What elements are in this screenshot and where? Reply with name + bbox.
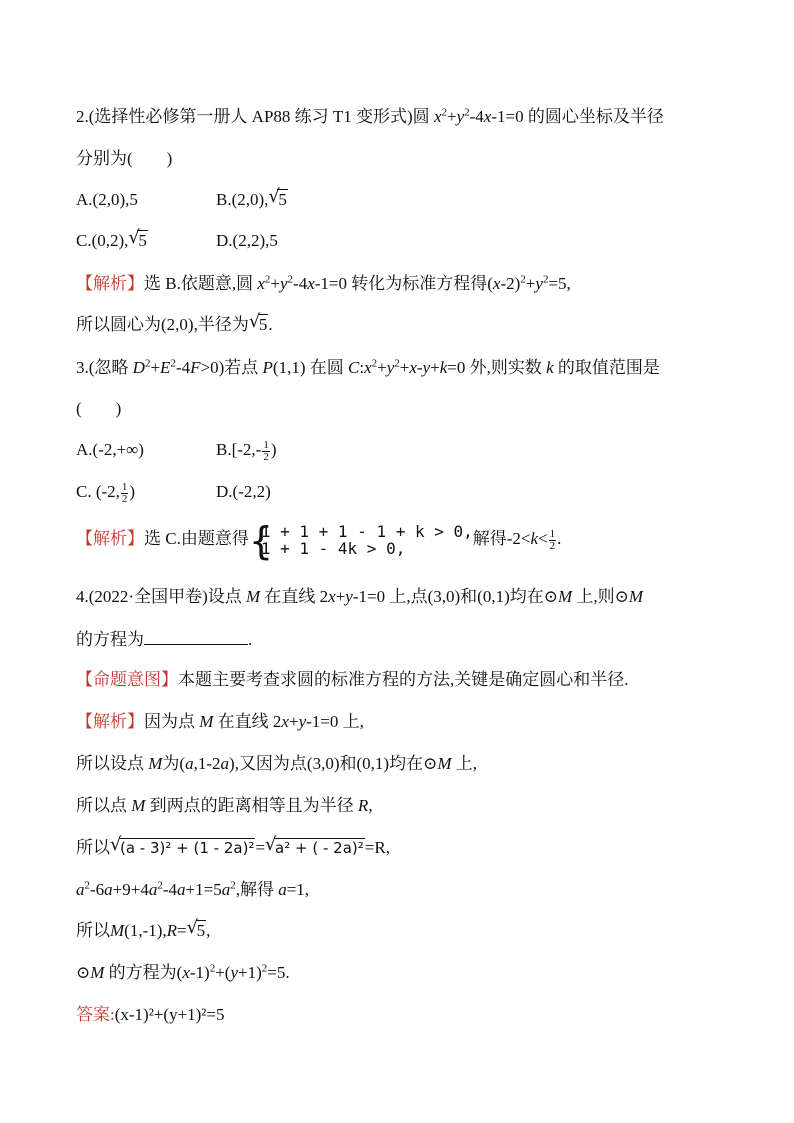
answer-label: 答案: <box>76 1005 115 1024</box>
q4-analysis-line4: 所以√ (a - 3)² + (1 - 2a)²=√ a² + ( - 2a)²=R, <box>76 837 390 859</box>
q4-analysis-line6: 所以M(1,-1),R=√ 5, <box>76 920 210 942</box>
q4-analysis-line7: ⊙M 的方程为$(x-1)^2+(y+1)^2=5$. <box>76 962 290 982</box>
q2-stem-text: 2.(选择性必修第一册人 AP88 练习 T1 变形式)圆 <box>76 107 434 126</box>
q4-intent: 【命题意图】本题主要考查求圆的标准方程的方法,关键是确定圆心和半径. <box>76 670 629 689</box>
q4-stem-line2: 的方程为 . <box>76 630 253 649</box>
q4-answer <box>76 1004 225 1026</box>
q4-analysis-line3: 所以点 M 到两点的距离相等且为半径 R, <box>76 796 373 815</box>
q4-analysis-line2: 所以设点 M为(a,1-2a),又因为点(3,0)和(0,1)均在⊙M 上, <box>76 754 477 773</box>
q2-stem: 2.(选择性必修第一册人 AP88 练习 T1 变形式)圆 $x^2+y^2-4x-1=0$ 的圆心坐标及半径 <box>76 106 664 126</box>
q3-option-c: C. (-2, $\frac{1}{2}$ ) <box>76 480 136 505</box>
q4-analysis-line5: $a^2-6a+9+4a^2-4a+1=5a^2$,解得 a=1, <box>76 879 310 899</box>
q3-analysis-tag: 【解析】 <box>76 528 144 548</box>
q3-option-b: B.[-2,- $\frac{1}{2}$ ) <box>216 438 277 463</box>
answer-blank <box>144 628 248 645</box>
q3-stem: 3.(忽略 $D^2+E^2-4F>0$)若点 P(1,1) 在圆 $C:x^2+y^2+x-y+k=0$ 外,则实数 k 的取值范围是 <box>76 357 660 377</box>
q3-analysis: 【解析】选 C.由题意得 { 1 + 1 + 1 - 1 + k > 0, 1 + 1 - 4k > 0, 解得-2<k< $\frac{1}{2}$ . <box>76 519 562 563</box>
q2-analysis: 【解析】选 B.依题意,圆 $x^2+y^2-4x-1=0$ 转化为标准方程得$(x-2)^2+y^2=5$, <box>76 273 571 293</box>
q2-option-a: A.(2,0),5 <box>76 190 138 209</box>
q4-analysis-line1: 【解析】因为点 M 在直线 2x+y-1=0 上, <box>76 712 364 731</box>
q2-stem-text-end: 的圆心坐标及半径 <box>523 107 664 126</box>
q4-intent-tag: 【命题意图】 <box>76 670 178 689</box>
q2-option-c: C.(0,2),√ 5 <box>76 230 148 252</box>
q4-analysis-tag: 【解析】 <box>76 712 144 731</box>
q2-option-b: B.(2,0),√ 5 <box>216 189 288 211</box>
q2-analysis-line2: 所以圆心为(2,0),半径为√ 5. <box>76 314 273 336</box>
q3-stem-line2: ( ) <box>76 399 122 418</box>
q2-analysis-tag: 【解析】 <box>76 274 144 293</box>
q3-option-d: D.(-2,2) <box>216 482 271 501</box>
q3-option-a: A.(-2,+∞) <box>76 440 144 459</box>
q3-inequality-system: { 1 + 1 + 1 - 1 + k > 0, 1 + 1 - 4k > 0, <box>248 519 473 563</box>
q4-stem: 4.(2022·全国甲卷)设点 M 在直线 2x+y-1=0 上,点(3,0)和(0,1)均在⊙M 上,则⊙M <box>76 587 644 606</box>
answer-text: (x-1)²+(y+1)²=5 <box>114 1005 225 1024</box>
q2-option-d: D.(2,2),5 <box>216 231 278 250</box>
q2-stem-line2: 分别为( ) <box>76 149 173 168</box>
